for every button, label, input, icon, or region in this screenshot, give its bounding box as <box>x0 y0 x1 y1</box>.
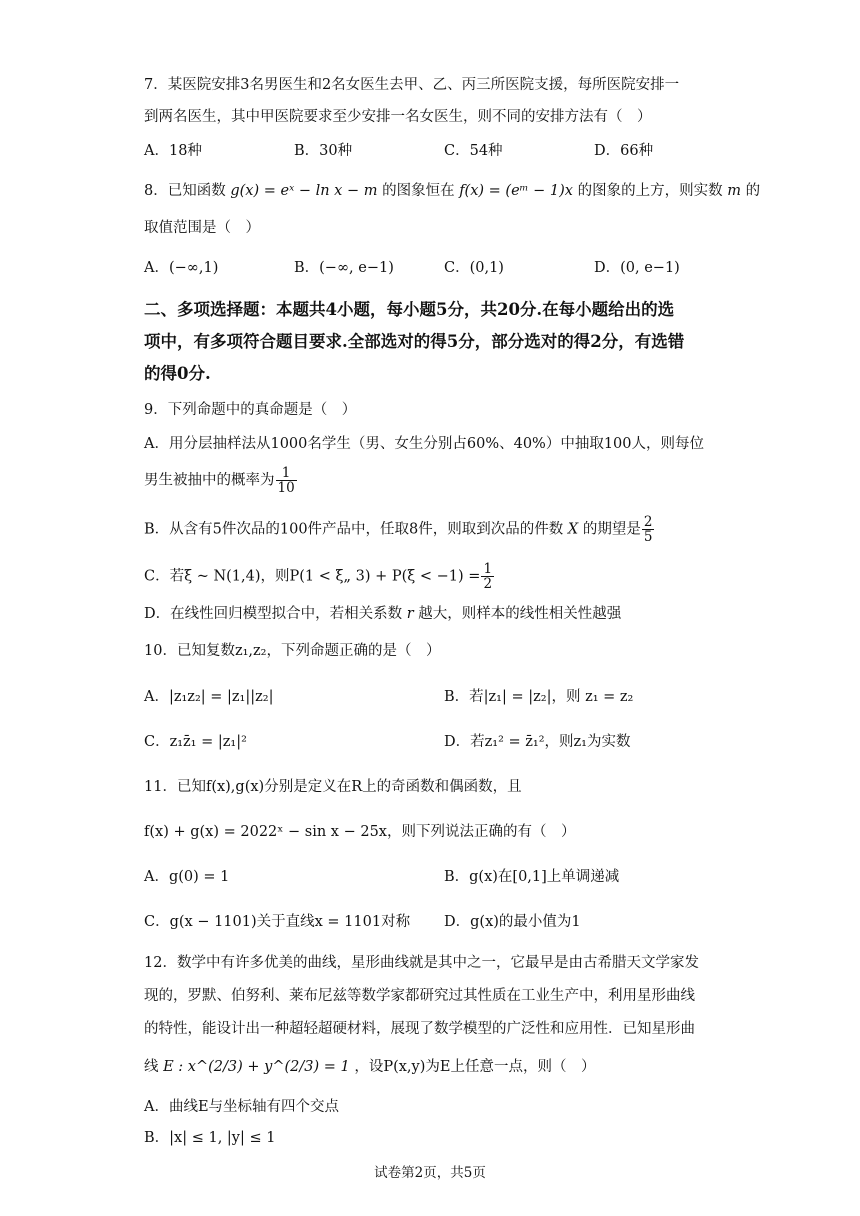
fraction-numerator: 2 <box>643 514 653 530</box>
q7-line2: 到两名医生，其中甲医院要求至少安排一名女医生，则不同的安排方法有（ ） <box>144 109 652 125</box>
fraction-denominator: 5 <box>643 529 653 545</box>
q9-var-r: r <box>406 606 414 622</box>
q11-line1: 11．已知f(x),g(x)分别是定义在R上的奇函数和偶函数，且 <box>144 779 522 795</box>
q8-func-f: f(x) = (eᵐ − 1)x <box>459 183 573 199</box>
q9-option-d <box>144 604 621 624</box>
section2-line1: 二、多项选择题：本题共4小题，每小题5分，共20分.在每小题给出的选 <box>144 300 675 319</box>
q7-option-a: A．18种 <box>144 143 202 159</box>
q12-line3: 的特性，能设计出一种超轻超硬材料，展现了数学模型的广泛性和应用性．已知星形曲 <box>144 1021 695 1037</box>
q7-line1: 7．某医院安排3名男医生和2名女医生去甲、乙、丙三所医院支援，每所医院安排一 <box>144 77 680 93</box>
q9-option-b-text: B．从含有5件次品的100件产品中，任取8件，则取到次品的件数 <box>144 521 564 538</box>
fraction <box>642 515 655 544</box>
q8-text-a: 8．已知函数 <box>144 183 226 199</box>
q8-option-d: D．(0, e−1) <box>594 260 680 276</box>
q9-option-c <box>144 562 495 591</box>
q8-func-g: g(x) = eˣ − ln x − m <box>230 183 378 199</box>
q11-option-a: A．g(0) = 1 <box>144 869 230 885</box>
q12-line4 <box>144 1057 595 1077</box>
q9-option-c-text: C．若ξ ~ N(1,4)，则P(1 < ξ„ 3) + P(ξ < −1) = <box>144 568 481 585</box>
q9-stem: 9．下列命题中的真命题是（ ） <box>144 402 357 418</box>
q8-text-d: 的 <box>745 183 761 199</box>
q11-option-d: D．g(x)的最小值为1 <box>444 914 581 930</box>
q8-line2: 取值范围是（ ） <box>144 220 260 236</box>
q8-option-c: C．(0,1) <box>444 260 504 276</box>
q8-text-b: 的图象恒在 <box>382 183 455 199</box>
q8-var-m: m <box>727 183 741 199</box>
q9-option-b-text2: 的期望是 <box>582 521 641 538</box>
q10-option-c: C．z₁z̄₁ = |z₁|² <box>144 734 247 750</box>
q11-option-c: C．g(x − 1101)关于直线x = 1101对称 <box>144 914 411 930</box>
q8-line1 <box>144 181 760 201</box>
q8-option-b: B．(−∞, e−1) <box>294 260 394 276</box>
q8-option-a: A．(−∞,1) <box>144 260 219 276</box>
section2-line2: 项中，有多项符合题目要求.全部选对的得5分，部分选对的得2分，有选错 <box>144 332 685 351</box>
q12-curve-equation: E : x^(2/3) + y^(2/3) = 1 <box>163 1059 350 1075</box>
q9-option-a-text: 男生被抽中的概率为 <box>144 472 275 489</box>
q10-option-b: B．若|z₁| = |z₂|，则 z₁ = z₂ <box>444 689 634 705</box>
q11-line2: f(x) + g(x) = 2022ˣ − sin x − 25x，则下列说法正确的有（ ） <box>144 824 576 840</box>
q12-line4-text-a: 线 <box>144 1059 159 1075</box>
q7-option-b: B．30种 <box>294 143 353 159</box>
fraction-denominator: 2 <box>483 576 493 592</box>
page-footer: 试卷第2页，共5页 <box>374 1165 486 1181</box>
fraction <box>481 562 494 591</box>
q9-option-d-text: D．在线性回归模型拟合中，若相关系数 <box>144 606 403 622</box>
q10-option-d: D．若z₁² = z̄₁²，则z₁为实数 <box>444 734 631 750</box>
q12-option-b: B．|x| ≤ 1, |y| ≤ 1 <box>144 1130 276 1146</box>
fraction <box>276 466 297 495</box>
fraction-numerator: 1 <box>483 561 493 577</box>
q12-line4-text-b: ，设P(x,y)为E上任意一点，则（ ） <box>354 1059 596 1075</box>
q10-stem: 10．已知复数z₁,z₂，下列命题正确的是（ ） <box>144 643 441 659</box>
fraction-denominator: 10 <box>277 480 295 496</box>
fraction-numerator: 1 <box>276 466 297 481</box>
q12-line1: 12．数学中有许多优美的曲线，星形曲线就是其中之一，它最早是由古希腊天文学家发 <box>144 955 699 971</box>
q8-text-c: 的图象的上方，则实数 <box>577 183 723 199</box>
section2-line3: 的得0分. <box>144 364 211 383</box>
q12-option-a: A．曲线E与坐标轴有四个交点 <box>144 1099 340 1115</box>
q9-option-d-text2: 越大，则样本的线性相关性越强 <box>418 606 622 622</box>
q9-option-a-line1: A．用分层抽样法从1000名学生（男、女生分别占60%、40%）中抽取100人，则每位 <box>144 436 705 452</box>
q9-var-x: X <box>567 521 579 538</box>
q9-option-a-line2 <box>144 466 298 495</box>
q10-option-a: A．|z₁z₂| = |z₁||z₂| <box>144 689 274 705</box>
q7-option-d: D．66种 <box>594 143 654 159</box>
q12-line2: 现的，罗默、伯努利、莱布尼兹等数学家都研究过其性质在工业生产中，利用星形曲线 <box>144 988 695 1004</box>
q11-option-b: B．g(x)在[0,1]上单调递减 <box>444 869 620 885</box>
q7-option-c: C．54种 <box>444 143 503 159</box>
q9-option-b <box>144 515 655 544</box>
